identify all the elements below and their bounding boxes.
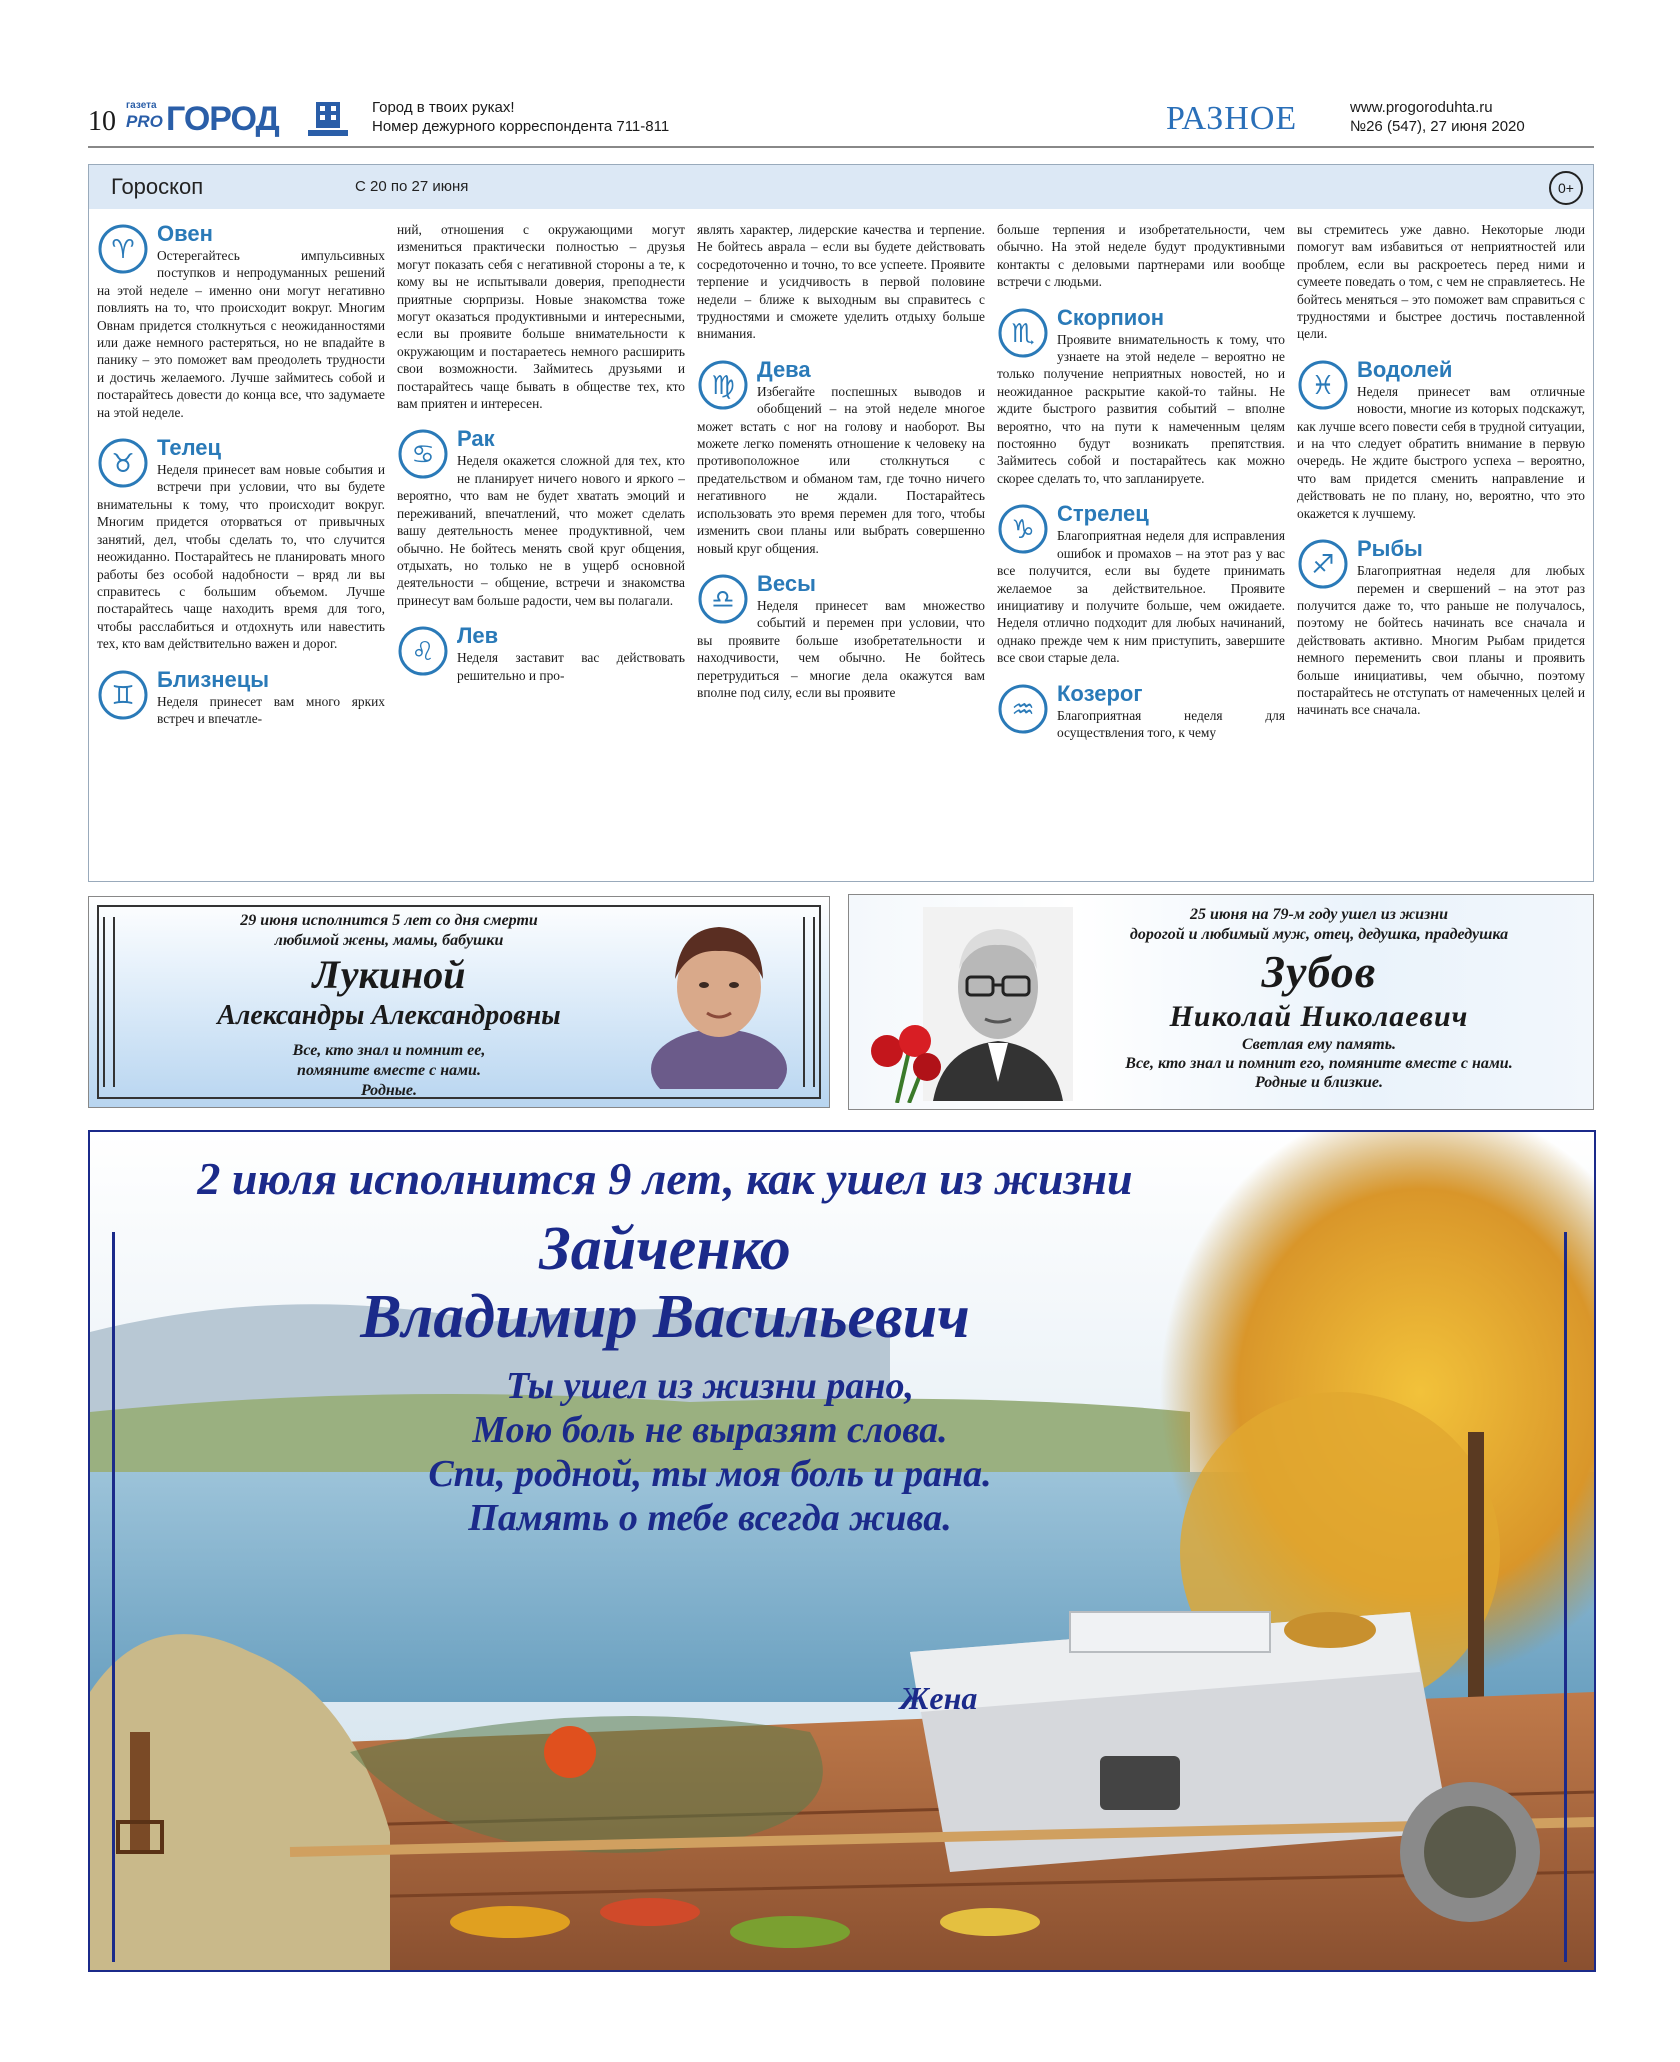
obituary-name: Александры Александровны <box>217 1000 561 1031</box>
tagline-line-2: Номер дежурного корреспондента 711-811 <box>372 118 670 135</box>
gemini-icon <box>97 669 149 721</box>
sign-text: являть характер, лидерские качества и терпение. Не бойтесь аврала – если вы будете действовать сосредоточенно и точно, то все успеете. Проявите терпение и усидчивость в первой половине недели – ближе к выходным вы справитесь с трудностями и сможете уделить отдыху больше внимания. <box>697 222 985 342</box>
obituary-line-3: Светлая ему память. <box>1241 1036 1397 1053</box>
memorial-heading: 2 июля исполнится 9 лет, как ушел из жизни <box>197 1153 1133 1204</box>
horoscope-dates: С 20 по 27 июня <box>355 178 469 195</box>
sign-text: Неделя принесет вам множество событий и перемен при условии, что вы проявите больше изобретательности и находчивости, чем обычно. Не бойтесь перетрудиться – многие дела окажутся вам вполне под силу, если вы проявите <box>697 597 985 700</box>
horoscope-continuation <box>1297 221 1585 343</box>
svg-text:♎: ♎ <box>711 584 735 615</box>
libra-icon <box>697 573 749 625</box>
horoscope-column-2 <box>397 221 685 873</box>
sign-name: Козерог <box>1057 680 1143 706</box>
poem-line: Ты ушел из жизни рано, <box>505 1365 915 1407</box>
sign-text: Неделя принесет вам много ярких встреч и впечатле- <box>157 693 385 726</box>
horoscope-sign <box>97 435 385 652</box>
svg-text:♍: ♍ <box>711 370 735 401</box>
sign-text: Благоприятная неделя для осуществления того, к чему <box>1057 707 1285 740</box>
obituary-line-5: Родные. <box>360 1082 417 1099</box>
logo-pro-text: PRO <box>126 112 163 131</box>
portrait-photo <box>649 909 789 1089</box>
sign-name: Дева <box>757 356 811 382</box>
horoscope-section <box>88 164 1594 882</box>
memorial-poem <box>330 1364 1090 1540</box>
sign-spacer <box>697 557 985 571</box>
horoscope-column-4 <box>997 221 1285 873</box>
poem-line: Мою боль не выразят слова. <box>472 1409 948 1451</box>
age-rating-badge: 0+ <box>1549 171 1583 205</box>
obituary-line-4: Все, кто знал и помнит его, помяните вместе с нами. <box>1125 1055 1513 1072</box>
site-url[interactable]: www.progoroduhta.ru <box>1350 99 1493 116</box>
sign-name: Стрелец <box>1057 501 1149 527</box>
horoscope-sign <box>697 571 985 701</box>
pisces-icon <box>1297 538 1349 590</box>
sign-text: вы стремитесь уже давно. Некоторые люди помогут вам избавиться от неприятностей или проблем, если вы раскроетесь перед ними и сумеете поведать о том, с чем не справляетесь. Не бойтесь меняться – это поможет вам справиться с трудностями и быстрее достичь поставленной цели. <box>1297 222 1585 342</box>
sign-text: Проявите внимательность к тому, что узнаете на этой неделе – вероятно не только получение неприятных новостей, но и неожиданное раскрытие какой-то тайны. Не ждите быстрого развития событий – вполне вероятно, что на пути к намеченным целям постоянно будут возникать препятствия. Займитесь собой и постарайтесь как можно скорее сделать то, что запланируете. <box>997 331 1285 486</box>
horoscope-sign <box>97 667 385 728</box>
horoscope-continuation <box>997 221 1285 291</box>
sign-name: Лев <box>457 623 499 649</box>
header-divider <box>88 146 1594 148</box>
section-title: РАЗНОЕ <box>1166 100 1298 137</box>
logo-small-text: газета <box>126 100 157 111</box>
horoscope-sign <box>997 681 1285 742</box>
svg-text:♓: ♓ <box>1311 370 1335 401</box>
horoscope-column-1 <box>97 221 385 873</box>
svg-text:♋: ♋ <box>411 440 435 471</box>
obituary-lukina <box>88 896 830 1108</box>
obituary-surname: Лукиной <box>312 952 466 997</box>
sign-spacer <box>97 653 385 667</box>
horoscope-sign <box>97 221 385 421</box>
horoscope-sign <box>1297 536 1585 719</box>
sign-text: Избегайте поспешных выводов и обобщений – на этой неделе многое может встать с ног на голову и наоборот. Вы можете легко поменять отношение к человеку на противоположное или столкнуться с предательством и обманом там, где точно ничего негативного не ждали. Постарайтесь использовать это время перемен для того, чтобы изменить свои планы или выбрать совершенно новый круг общения. <box>697 383 985 556</box>
obituary-line-4: помяните вместе с нами. <box>297 1062 481 1079</box>
svg-text:♊: ♊ <box>111 680 135 711</box>
sign-text: Благоприятная неделя для исправления ошибок и промахов – на этот раз у вас все получится, если вы будете принимать желаемое за действительное. Проявите инициативу и получите больше, чем ожидаете. Неделя отлично подходит для любых начинаний, однако прежде чем к ним приступить, завершите все свои старые дела. <box>997 528 1285 666</box>
issue-info: №26 (547), 27 июня 2020 <box>1350 118 1525 135</box>
horoscope-sign <box>397 623 685 684</box>
header-tagline <box>372 98 669 136</box>
sign-name: Скорпион <box>1057 304 1165 330</box>
memorial-zaichenko <box>88 1130 1596 1972</box>
scorpio-icon <box>997 307 1049 359</box>
horoscope-column-5 <box>1297 221 1585 873</box>
obituary-line-2: дорогой и любимый муж, отец, дедушка, прадедушка <box>1129 926 1509 943</box>
sign-spacer <box>997 667 1285 681</box>
obituary-surname: Зубов <box>1261 946 1377 997</box>
sign-spacer <box>997 291 1285 305</box>
horoscope-title: Гороскоп <box>111 174 204 199</box>
svg-text:♉: ♉ <box>111 449 135 480</box>
svg-text:♏: ♏ <box>1011 318 1035 349</box>
sign-spacer <box>397 412 685 426</box>
obituary-line-1: 25 июня на 79-м году ушел из жизни <box>1189 906 1449 923</box>
sign-text: больше терпения и изобретательности, чем обычно. На этой неделе будут продуктивными контакты с деловыми партнерами или вообще встречи с людьми. <box>997 222 1285 290</box>
sign-name: Рыбы <box>1357 536 1423 562</box>
poem-line: Память о тебе всегда жива. <box>468 1497 952 1539</box>
page-number: 10 <box>88 106 116 137</box>
page-header <box>88 96 1594 144</box>
obituary-line-2: любимой жены, мамы, бабушки <box>274 932 504 949</box>
memorial-name: Владимир Васильевич <box>360 1283 970 1351</box>
svg-text:♑: ♑ <box>1011 515 1035 546</box>
virgo-icon <box>697 359 749 411</box>
sign-text: Остерегайтесь импульсивных поступков и непродуманных решений на этой неделе – именно они могут негативно повлиять на то, что происходит вокруг. Многим Овнам придется столкнуться с неожиданностями или даже немного растеряться, но не впадайте в панику – это поможет вам преодолеть трудности и достичь желаемого. Лучше займитесь собой и постарайтесь довести до конца все, что задумаете на этой неделе. <box>97 248 385 420</box>
sign-name: Овен <box>157 221 213 246</box>
obituary-line-1: 29 июня исполнится 5 лет со дня смерти <box>240 912 538 929</box>
horoscope-sign <box>697 357 985 557</box>
memorial-surname: Зайченко <box>539 1215 791 1283</box>
sign-spacer <box>997 487 1285 501</box>
sign-text: Неделя окажется сложной для тех, кто не планирует ничего нового и яркого – вероятно, что вам не будет хватать эмоций и переживаний, впечатлений, что может сделать вашу деятельность менее продуктивной, чем обычно. Не бойтесь менять свой круг общения, отдыхать, но только не в ущерб основной деятельности – общение, встречи и знакомства принесут вам больше радости, чем вы полагали. <box>397 453 685 608</box>
taurus-icon <box>97 437 149 489</box>
horoscope-sign <box>997 305 1285 488</box>
sign-name: Водолей <box>1357 356 1453 382</box>
horoscope-sign <box>997 501 1285 666</box>
tagline-line-1: Город в твоих руках! <box>372 99 515 116</box>
sign-name: Близнецы <box>157 666 270 692</box>
carnations-icon <box>857 1011 947 1103</box>
obituary-name: Николай Николаевич <box>1169 1000 1469 1033</box>
sign-spacer <box>397 609 685 623</box>
sign-spacer <box>697 343 985 357</box>
logo-main-text: ГОРОД <box>166 100 279 138</box>
horoscope-column-3 <box>697 221 985 873</box>
sign-text: Неделя принесет вам новые события и встречи при условии, что вы будете внимательны к тому, что происходит вокруг. Многим придется оторваться от привычных занятий, дел, чтобы сделать то, что случится неожиданно. Постарайтесь не планировать много работы без особой надобности – вряд ли вы справитесь с большим объемом. Лучше постарайтесь чаще находить время для того, чтобы расслабиться и отдохнуть или навестить тех, кто вам действительно важен и дорог. <box>97 462 385 652</box>
memorial-signature: Жена <box>900 1680 978 1716</box>
mascot-icon <box>306 96 350 138</box>
sign-text: ний, отношения с окружающими могут измениться практически полностью – друзья могут показать себя с негативной стороны а те, к кому вы не испытывали доверия, преподнести приятные сюрпризы. Новые знакомства тоже могут оказаться продуктивными и интересными, если вы проявите больше внимательности к окружающим и постараетесь немного расширить свои возможности. Займитесь друзьями и постарайтесь чаще бывать в обществе тех, кто вам приятен и интересен. <box>397 222 685 412</box>
svg-text:♈: ♈ <box>111 235 135 265</box>
sign-text: Неделя заставит вас действовать решительно и про- <box>457 650 685 683</box>
right-border-line <box>1564 1232 1567 1962</box>
sign-text: Благоприятная неделя для любых перемен и свершений – на этот раз получится даже то, что раньше не получалось, поэтому не бойтесь начинать все сначала и действовать активно. Многим Рыбам придется немного переменить свои планы и проявить больше инициативы, чем обычно, поэтому постарайтесь не отступать от намеченных целей и начинать все сначала. <box>1297 563 1585 718</box>
aries-icon <box>97 223 149 275</box>
aquarius-icon <box>1297 359 1349 411</box>
sign-name: Телец <box>157 435 222 461</box>
capricorn-icon <box>997 683 1049 735</box>
svg-text:♐: ♐ <box>1311 550 1335 581</box>
horoscope-continuation <box>697 221 985 343</box>
obituary-zubov <box>848 894 1594 1110</box>
sign-spacer <box>1297 522 1585 536</box>
sagittarius-icon <box>997 503 1049 555</box>
leo-icon <box>397 625 449 677</box>
obituary-line-5: Родные и близкие. <box>1255 1074 1383 1091</box>
obituary-line-3: Все, кто знал и помнит ее, <box>292 1042 486 1059</box>
sign-text: Неделя принесет вам отличные новости, многие из которых подскажут, как лучше всего повести себя в трудной ситуации, и на что следует обратить внимание в первую очередь. Не ждите быстрого успеха – вероятно, что вам придется сменить направление и действовать не по плану, но, вероятно, что это окажется к лучшему. <box>1297 383 1585 521</box>
obituary-text <box>1049 905 1589 1092</box>
horoscope-title-bar <box>89 165 1593 209</box>
horoscope-sign <box>397 426 685 609</box>
sign-spacer <box>97 421 385 435</box>
sign-name: Рак <box>457 426 495 452</box>
horoscope-continuation <box>397 221 685 412</box>
sign-name: Весы <box>757 570 816 596</box>
poem-line: Спи, родной, ты моя боль и рана. <box>428 1453 992 1495</box>
svg-text:♒: ♒ <box>1011 694 1035 725</box>
cancer-icon <box>397 428 449 480</box>
sign-spacer <box>1297 343 1585 357</box>
horoscope-sign <box>1297 357 1585 522</box>
header-site-info <box>1350 98 1525 136</box>
obituary-text <box>149 911 629 1101</box>
svg-text:♌: ♌ <box>411 637 435 668</box>
